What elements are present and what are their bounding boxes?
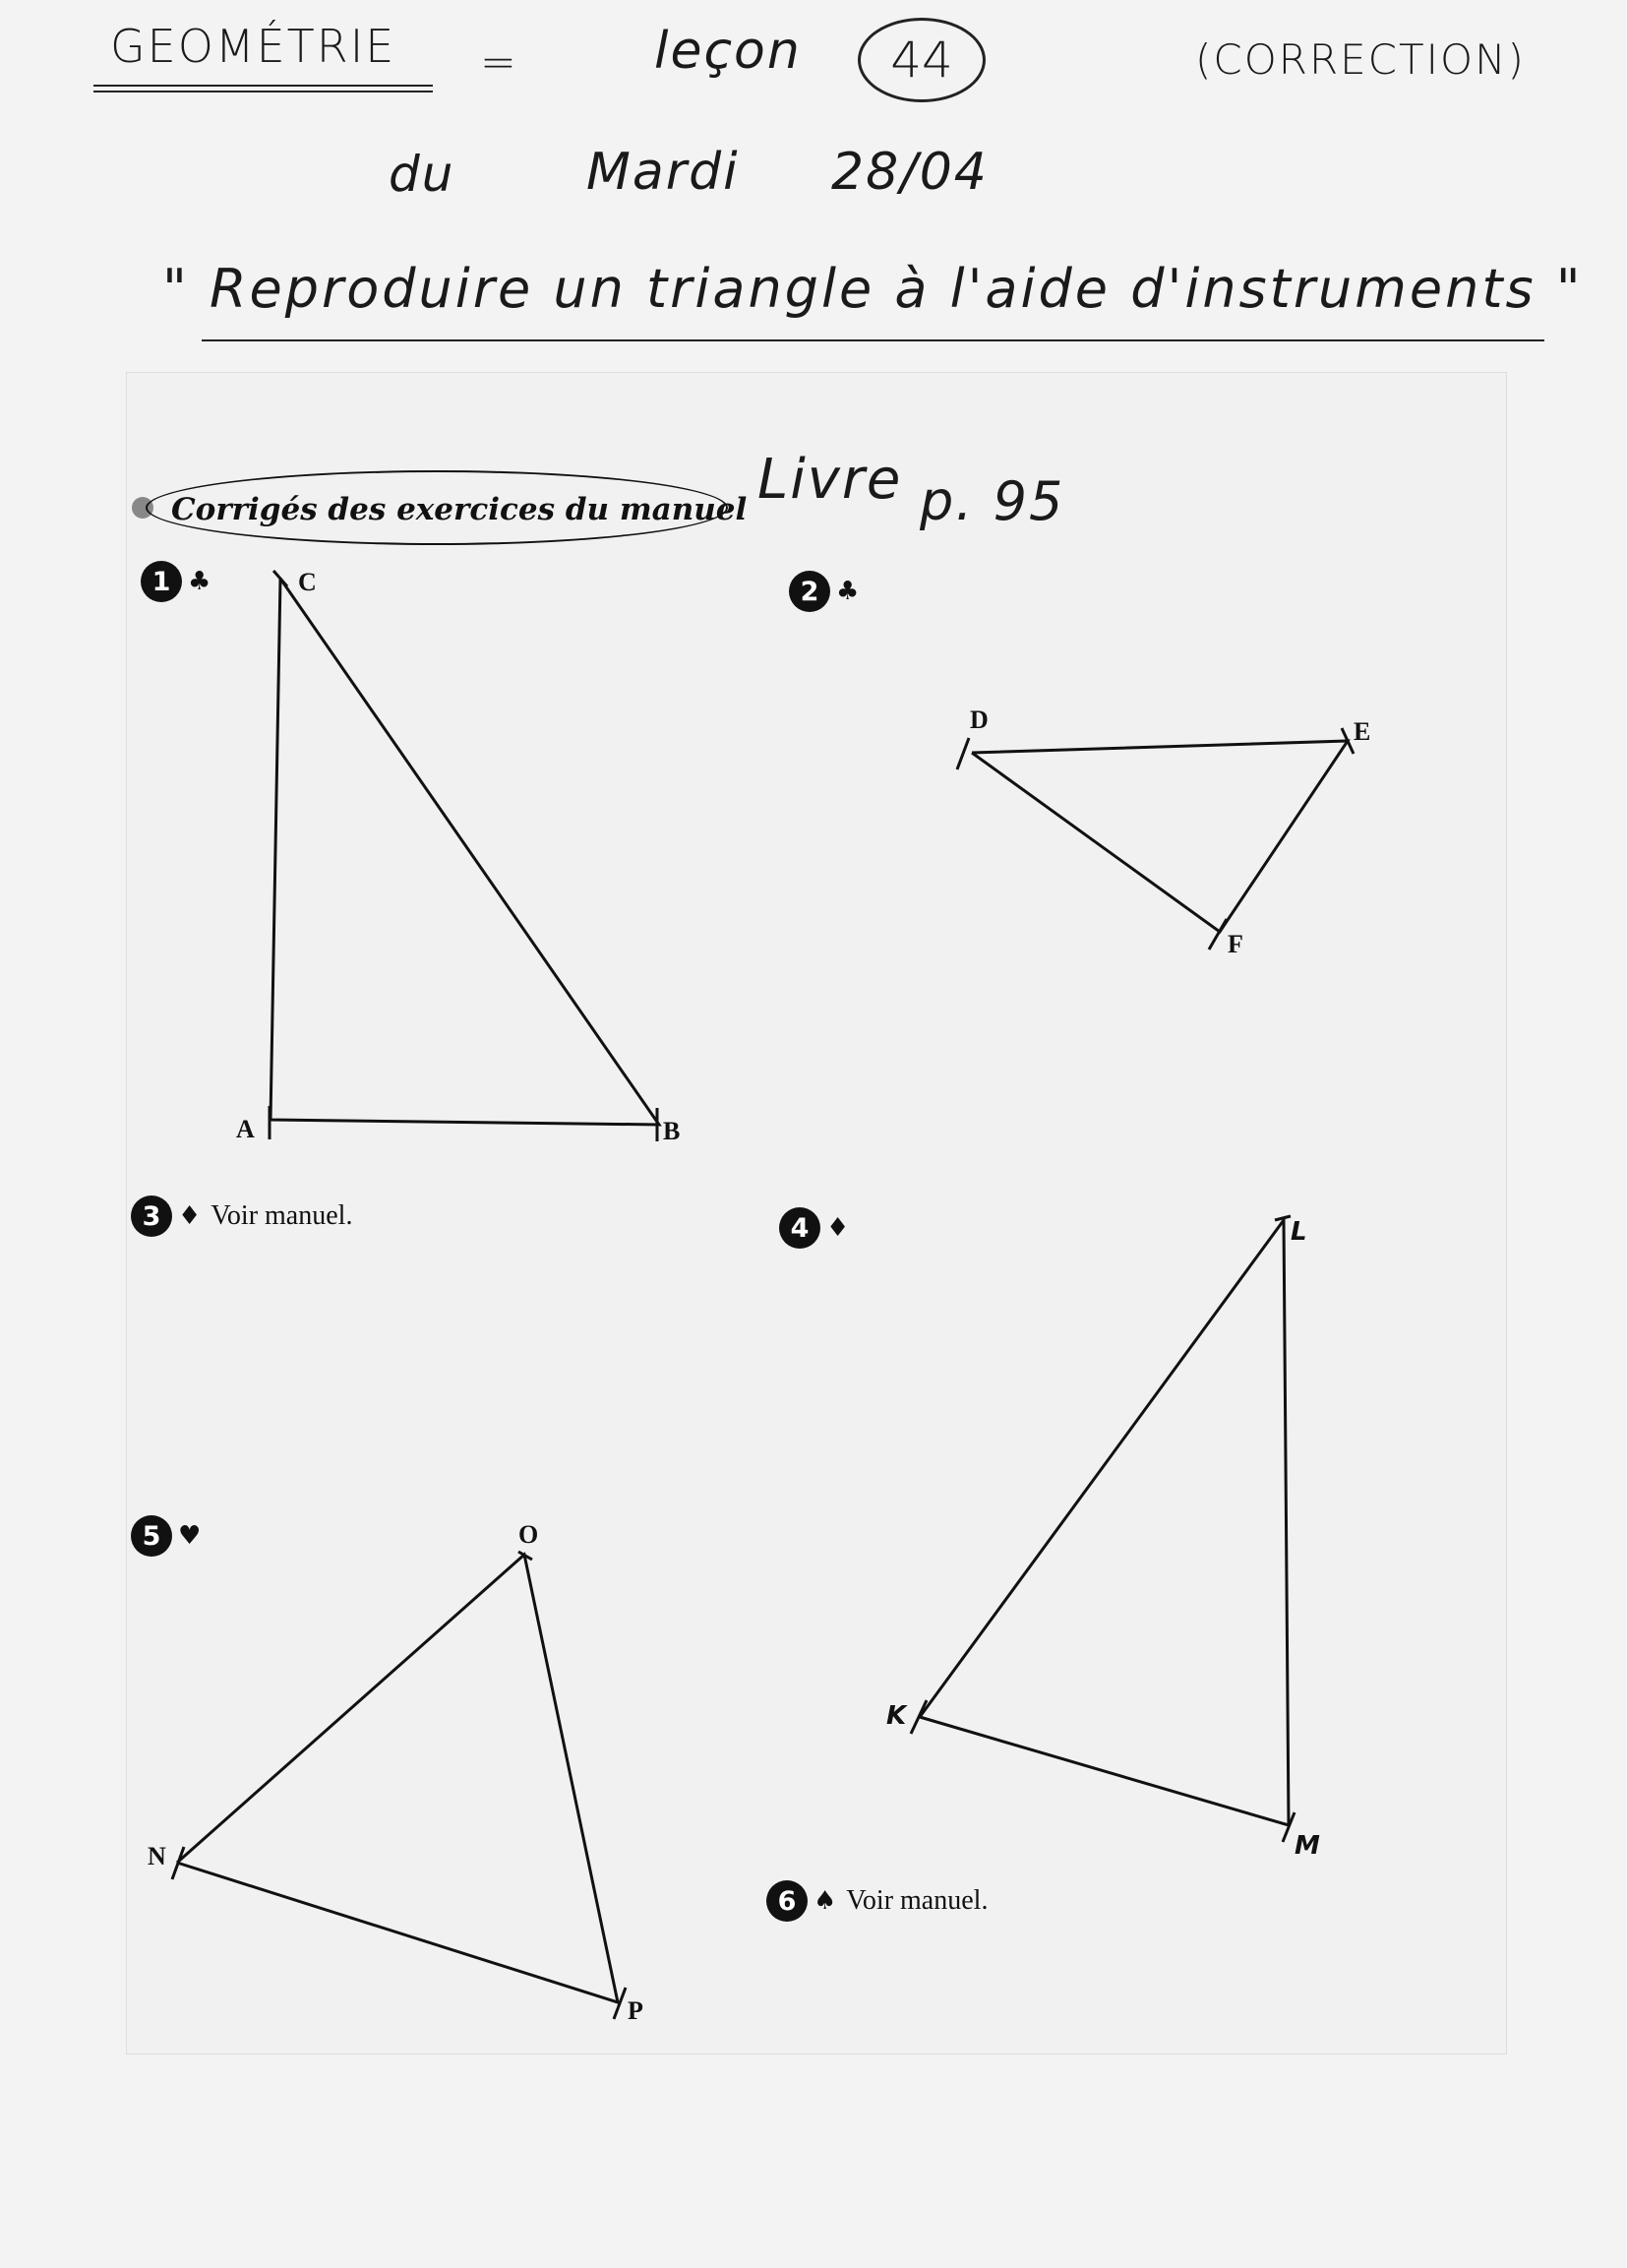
club-icon: ♣: [836, 577, 860, 606]
heart-icon: ♥: [178, 1521, 202, 1551]
label-a: A: [236, 1115, 255, 1143]
triangle-nop-sides: [177, 1555, 618, 2002]
tick-f: [1209, 919, 1227, 950]
spade-icon: ♠: [814, 1886, 837, 1916]
label-d: D: [970, 705, 989, 734]
book-label: Livre: [757, 448, 903, 512]
label-f: F: [1228, 930, 1243, 958]
tick-d: [957, 738, 969, 769]
label-c: C: [298, 568, 317, 596]
subject-heading: GEOMÉTRIE: [110, 20, 396, 73]
exercise-number: 3: [131, 1195, 172, 1237]
exercise-number: 2: [789, 571, 830, 612]
triangle-abc: [236, 568, 680, 1145]
club-icon: ♣: [188, 567, 211, 596]
correction-label: (CORRECTION): [1195, 35, 1526, 84]
day-word: Mardi: [586, 143, 740, 202]
label-n: N: [148, 1842, 166, 1870]
triangle-abc-sides: [271, 579, 659, 1125]
diamond-icon: ♦: [178, 1201, 202, 1231]
label-l: L: [1291, 1217, 1307, 1247]
du-word: du: [389, 146, 455, 203]
exercise-note: Voir manuel.: [846, 1885, 989, 1916]
label-b: B: [663, 1117, 681, 1145]
exercise-note: Voir manuel.: [211, 1200, 353, 1231]
book-page: p. 95: [920, 470, 1065, 532]
diamond-icon: ♦: [826, 1213, 850, 1243]
lesson-number: 44: [858, 18, 986, 102]
triangle-klm-sides: [920, 1220, 1289, 1825]
triangle-def: [957, 705, 1370, 958]
triangle-klm: [886, 1216, 1320, 1861]
exercise-number: 4: [779, 1207, 820, 1249]
exercise-number: 6: [766, 1880, 808, 1922]
banner-title: Corrigés des exercices du manuel: [171, 492, 748, 527]
tick-l: [1275, 1216, 1291, 1220]
exercise-number: 5: [131, 1515, 172, 1557]
label-e: E: [1354, 717, 1371, 746]
label-k: K: [886, 1701, 907, 1731]
date-text: 28/04: [831, 143, 989, 202]
lesson-title: " Reproduire un triangle à l'aide d'instruments ": [162, 258, 1584, 320]
triangle-nop: [148, 1520, 643, 2025]
triangle-def-sides: [972, 741, 1348, 932]
lesson-word: leçon: [654, 22, 802, 81]
label-p: P: [628, 1996, 643, 2025]
label-m: M: [1295, 1831, 1320, 1861]
exercise-number: 1: [141, 561, 182, 602]
equals-sign: =: [480, 37, 518, 88]
label-o: O: [518, 1520, 539, 1549]
